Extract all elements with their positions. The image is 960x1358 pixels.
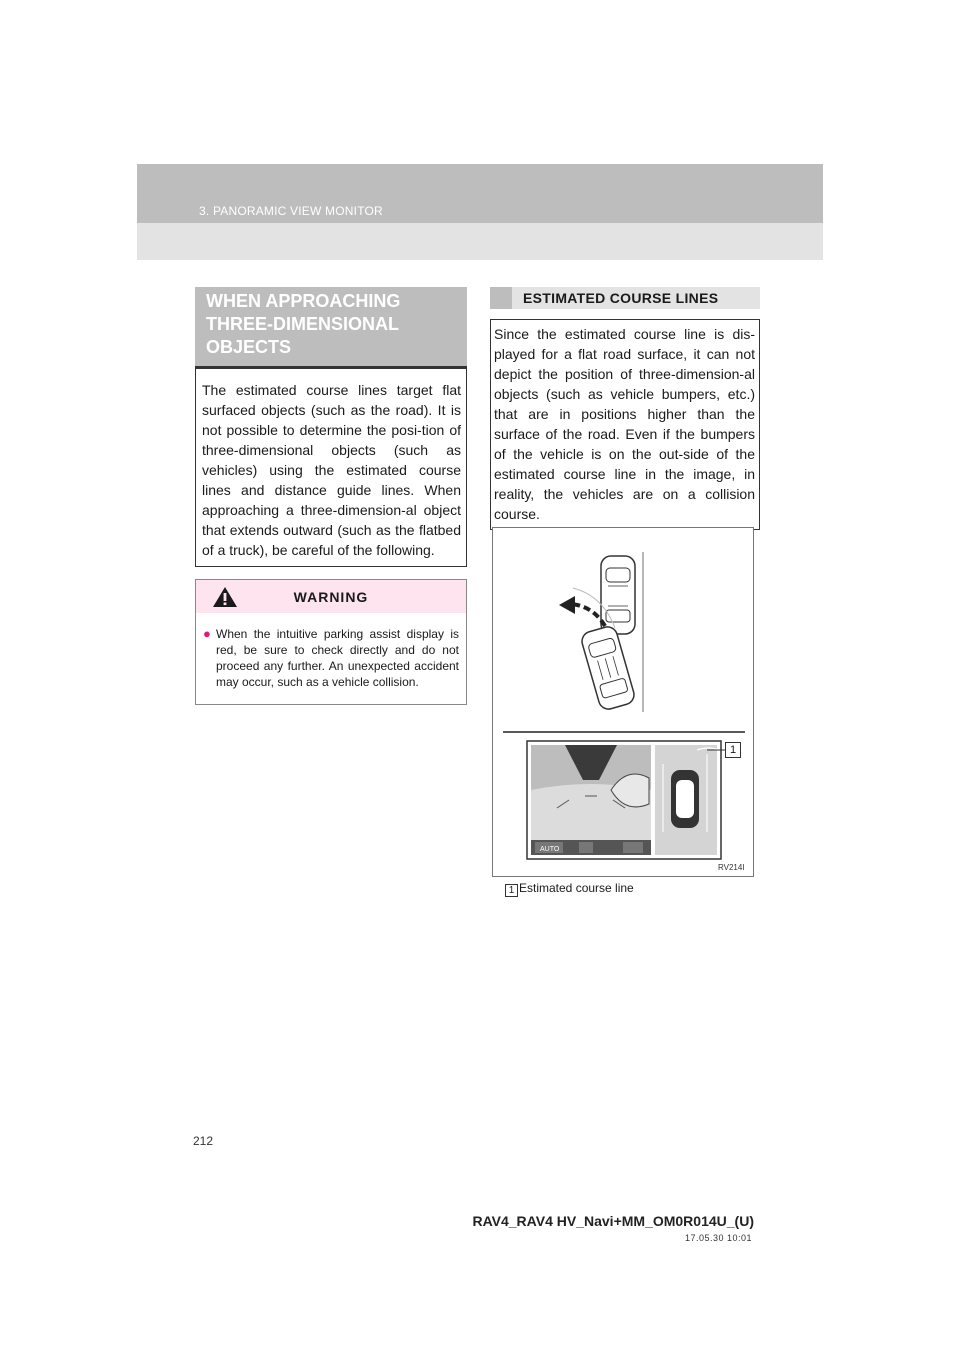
section-title-line: OBJECTS [206,337,292,357]
section-body-text: Since the estimated course line is dis-played for a flat road surface, it can not depict the position of three-dimension-al objects (such as vehicle bumpers, etc.) that are in positions higher than the surface of the road. Even if the bumpers of the vehicle is on the out-side of the estimated course line in the image, in reality, the vehicles are on a collision course. [494,326,755,522]
warning-triangle-icon [212,586,238,608]
warning-text: When the intuitive parking assist display is red, be sure to check directly and do not proceed any further. An unexpected accident may occur, such as a vehicle collision. [216,627,459,689]
section-marker-square [490,287,512,309]
section-title-text: ESTIMATED COURSE LINES [523,290,719,306]
monitor-screen [527,741,721,859]
header-band [137,164,823,260]
auto-button-label: AUTO [540,846,560,853]
section-title-3d-objects [195,287,467,369]
warning-box [195,579,467,705]
bullet-icon: ● [203,626,211,641]
figure-caption [505,881,634,897]
parked-car-icon [601,556,635,634]
section-body-3d-objects [195,369,467,567]
section-title-line: THREE-DIMENSIONAL [206,314,399,334]
left-column [195,287,467,705]
caption-number: 1 [505,884,518,897]
page-number: 212 [193,1134,214,1148]
caption-text: Estimated course line [519,881,634,895]
illustration-drawing [493,528,753,876]
warning-label: WARNING [293,589,369,605]
header-top-bar [137,164,823,223]
print-timestamp: 17.05.30 10:01 [684,1233,752,1243]
moving-car-icon [580,625,637,712]
right-column [490,287,760,530]
section-title-course-lines [490,287,760,309]
callout-number: 1 [725,742,741,758]
section-title-line: WHEN APPROACHING [206,291,401,311]
course-line-illustration [492,527,754,877]
chapter-title: 3. PANORAMIC VIEW MONITOR [199,204,383,218]
warning-body [196,613,466,704]
section-body-text: The estimated course lines target flat surfaced objects (such as the road). It is not possible to determine the posi-tion of three-dimensional objects (such as vehicles) using the estimated course lines and distance guide lines. When approaching a three-dimension-al object that extends outward (such as the flatbed of a truck), be careful of the following. [202,382,461,558]
manual-title: RAV4_RAV4 HV_Navi+MM_OM0R014U_(U) [472,1213,754,1229]
warning-header [196,580,466,613]
figure-code: RV214I [718,863,745,872]
section-body-course-lines [490,319,760,530]
